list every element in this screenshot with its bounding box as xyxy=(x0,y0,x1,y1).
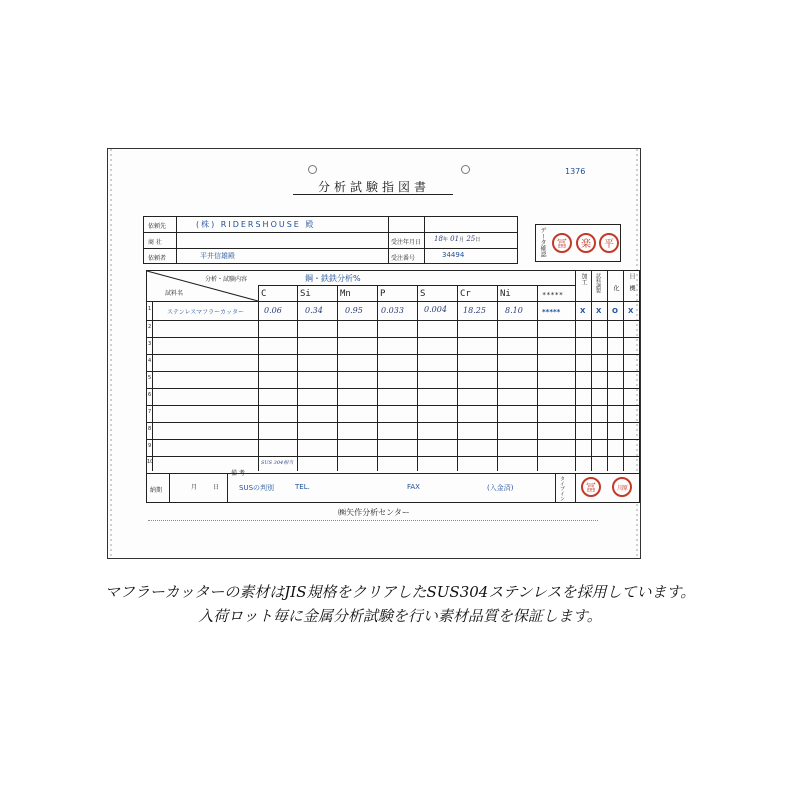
due-label: 納期 xyxy=(150,487,163,494)
item-header: 目 xyxy=(628,273,635,279)
element-header: Ni xyxy=(500,289,511,299)
row-number: 5 xyxy=(148,375,152,381)
sus-judgement: SUSの判別 xyxy=(239,484,275,492)
approval-stamp: 冨 xyxy=(552,233,572,253)
client-info-box xyxy=(143,216,518,264)
punch-hole-icon xyxy=(461,165,470,174)
element-header: ***** xyxy=(542,291,564,299)
mechanical-header: 機 xyxy=(628,285,635,291)
due-month-unit: 月 xyxy=(191,484,198,491)
client-value: (株) RIDERSHOUSE 殿 xyxy=(196,220,316,229)
row10-note: SUS 304相当 xyxy=(261,460,294,466)
mark-process: X xyxy=(580,307,586,315)
received-date-label: 受注年月日 xyxy=(391,239,422,246)
payment-note: (入金済) xyxy=(487,484,514,492)
value-other: ***** xyxy=(542,308,561,316)
row-number: 2 xyxy=(148,324,152,330)
value-cr: 18.25 xyxy=(463,306,486,315)
punch-hole-icon xyxy=(308,165,317,174)
sample-name-label: 試料名 xyxy=(165,290,184,297)
analysis-content-label: 分析・試験内容 xyxy=(205,276,248,283)
data-check-label: データ確認 xyxy=(539,227,546,257)
client-label: 依頼先 xyxy=(148,223,167,230)
typing-stamp: 川原 xyxy=(612,477,632,497)
typing-stamp: 冨 xyxy=(581,477,601,497)
perforation-left xyxy=(110,149,112,558)
analysis-type: 鋼・鉄鉄分析% xyxy=(305,274,361,283)
mark-chemical: O xyxy=(612,307,618,315)
requester-label: 依頼者 xyxy=(148,255,167,262)
value-s: 0.004 xyxy=(424,305,447,314)
row-number: 9 xyxy=(148,443,152,449)
fax-label: FAX xyxy=(407,483,420,491)
trade-label: 商 社 xyxy=(148,239,162,246)
element-header: Si xyxy=(300,289,311,299)
row-number: 8 xyxy=(148,426,152,432)
requester-value: 平井信雄殿 xyxy=(200,252,235,260)
mark-prep: X xyxy=(596,307,602,315)
mark-mechanical: X xyxy=(628,307,634,315)
row-number: 7 xyxy=(148,409,152,415)
received-no-label: 受注番号 xyxy=(391,255,416,262)
approval-stamp: 楽 xyxy=(576,233,596,253)
analysis-document-scan xyxy=(107,148,641,559)
slip-number: 1376 xyxy=(565,167,586,176)
analysis-table xyxy=(146,270,640,496)
dotted-divider xyxy=(148,520,598,521)
row-number: 4 xyxy=(148,358,152,364)
tel-label: TEL. xyxy=(295,483,310,491)
value-si: 0.34 xyxy=(305,306,323,315)
row-number: 10 xyxy=(147,459,154,465)
sample-name: ステンレスマフラーカッター xyxy=(167,309,244,316)
row-number: 1 xyxy=(148,306,152,312)
typing-label: タイプイン xyxy=(559,476,565,501)
received-date: 18年 01月 25日 xyxy=(434,235,481,243)
row-number: 3 xyxy=(148,341,152,347)
chemical-header: 化 xyxy=(612,285,619,291)
data-check-stamp-box xyxy=(535,224,621,262)
row-number: 6 xyxy=(148,392,152,398)
caption-line-2: 入荷ロット毎に金属分析試験を行い素材品質を保証します。 xyxy=(198,607,602,625)
remarks-label: 備 考 xyxy=(231,470,245,477)
process-header: 加工 xyxy=(580,273,587,285)
value-p: 0.033 xyxy=(381,306,404,315)
form-title: 分析試験指図書 xyxy=(317,180,430,194)
value-ni: 8.10 xyxy=(505,306,523,315)
element-header: S xyxy=(420,289,426,299)
sample-prep-header: 試料調製 xyxy=(595,273,601,293)
title-underline xyxy=(293,194,453,195)
approval-stamp: 平 xyxy=(599,233,619,253)
element-header: Mn xyxy=(340,289,351,299)
value-c: 0.06 xyxy=(264,306,282,315)
element-header: C xyxy=(261,289,267,299)
analysis-center-name: ㈱矢作分析センター xyxy=(338,508,410,517)
remarks-footer xyxy=(146,470,640,503)
element-header: P xyxy=(380,289,386,299)
element-header: Cr xyxy=(460,289,471,299)
caption-line-1: マフラーカッターの素材はJIS規格をクリアしたSUS304ステンレスを採用しています。 xyxy=(104,583,696,601)
value-mn: 0.95 xyxy=(345,306,363,315)
received-no: 34494 xyxy=(442,251,465,259)
due-day-unit: 日 xyxy=(213,484,220,491)
